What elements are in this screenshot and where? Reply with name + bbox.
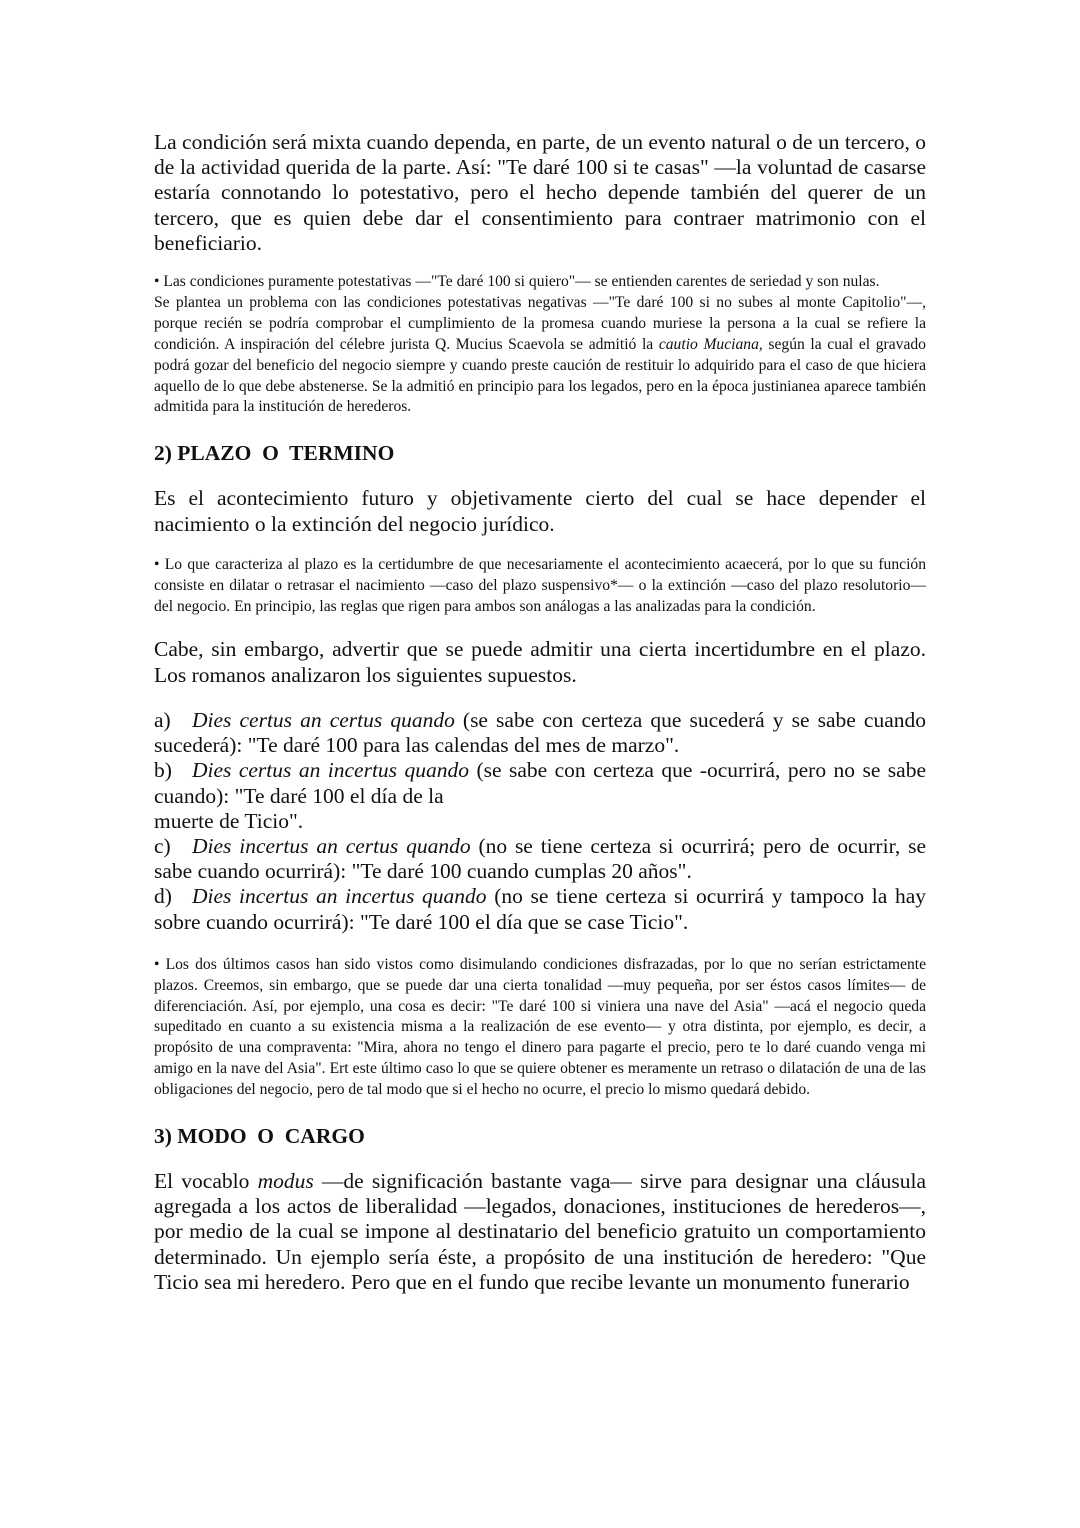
list-label: d): [154, 884, 172, 909]
note-plazo-caracteristicas: • Lo que caracteriza al plazo es la certidumbre de que necesariamente el acontecimiento acaecerá, por lo que su función consiste en dilatar o retrasar el nacimiento —caso del plazo suspensivo*— o la extinción —caso del plazo resolutorio— del negocio. En principio, las reglas que rigen para ambos son análogas a las analizadas para la condición.: [154, 555, 926, 615]
list-item-b: [154, 758, 926, 808]
section-heading-modo: 3) MODO O CARGO: [154, 1124, 365, 1149]
list-label: b): [154, 758, 172, 783]
text-fragment: Se plantea un problema con las condiciones potestativas negativas —"Te daré 100 si no subes al monte Capitolio"—, porque recién se podría comprobar el cumplimiento de la promesa cuando muriese la persona a la cual se refiere la condición. A inspiración del célebre jurista Q. Mucius Scaevola se admitió la: [154, 293, 926, 353]
text-fragment: El vocablo: [154, 1169, 258, 1194]
paragraph-incertidumbre-plazo: Cabe, sin embargo, advertir que se puede admitir una cierta incertidumbre en el plazo. Los romanos analizaron los siguientes supuestos.: [154, 637, 926, 687]
text-fragment: (se sabe con certeza que -ocurrirá, pero no se sabe cuando): "Te daré 100 el día de la: [154, 758, 927, 808]
paragraph-modo-definicion: [154, 1169, 926, 1295]
section-heading-plazo: 2) PLAZO O TERMINO: [154, 441, 395, 466]
italic-term: Dies certus an incertus quando: [192, 758, 469, 783]
document-page: [154, 130, 926, 1295]
text-fragment: —de significación bastante vaga— sirve para designar una cláusula agregada a los actos de liberalidad —legados, donaciones, instituciones de herederos—, por medio de la cual se impone al destinatario del beneficio gratuito un comportamiento determinado. Un ejemplo sería éste, a propósito de una institución de heredero: "Que Ticio sea mi heredero. Pero que en el fundo que recibe levante un monumento funerario: [154, 1169, 927, 1294]
text-fragment: (no se tiene certeza si ocurrirá; pero de ocurrir, se sabe cuando ocurrirá): "Te daré 100 cuando cumplas 20 años".: [154, 833, 926, 884]
paragraph-condicion-mixta: La condición será mixta cuando dependa, en parte, de un evento natural o de un tercero, o de la actividad querida de la parte. Así: "Te daré 100 si te casas" —la voluntad de casarse estaría connotando lo potestativo, pero el hecho depende también del querer de un tercero, que es quien debe dar el consentimiento para contraer matrimonio con el beneficiario.: [154, 130, 926, 255]
italic-term: Dies incertus an incertus quando: [192, 884, 487, 909]
note-condiciones-potestativas: • Las condiciones puramente potestativas —"Te daré 100 si quiero"— se entienden carentes de seriedad y son nulas.: [154, 273, 880, 291]
italic-term-cautio-muciana: cautio Muciana,: [658, 335, 763, 353]
list-label: c): [154, 833, 171, 858]
text-fragment: (se sabe con certeza que sucederá y se sabe cuando sucederá): "Te daré 100 para las calendas del mes de marzo".: [154, 707, 926, 758]
paragraph-plazo-definicion: Es el acontecimiento futuro y objetivamente cierto del cual se hace depender el nacimiento o la extinción del negocio jurídico.: [154, 486, 926, 536]
note-ultimos-casos: • Los dos últimos casos han sido vistos como disimulando condiciones disfrazadas, por lo que no serían estrictamente plazos. Creemos, sin embargo, que se puede dar una cierta tonalidad —muy pequeña, por ser éstos casos límites— de diferenciación. Así, por ejemplo, una cosa es decir: "Te daré 100 si viniera una nave del Asia" —acá el negocio queda supeditado en cuanto a su existencia misma a la realización de ese evento— y otra distinta, por ejemplo, es decir, a propósito de una compraventa: "Mira, ahora no tengo el dinero para pagarte el precio, pero te lo daré cuando venga mi amigo en la nave del Asia". Ert este último caso lo que se quiere obtener es meramente un retraso o dilatación de una de las obligaciones del negocio, pero de tal modo que si el hecho no ocurre, el precio lo mismo quedará debido.: [154, 955, 926, 1099]
italic-term: Dies incertus an certus quando: [192, 833, 471, 858]
paragraph-problema-potestativas-negativas: [154, 293, 926, 418]
italic-term: Dies certus an certus quando: [192, 707, 455, 732]
text-fragment: (no se tiene certeza si ocurrirá y tampoco la hay sobre cuando ocurrirá): "Te daré 100 el día que se case Ticio".: [154, 884, 926, 934]
list-label: a): [154, 707, 171, 732]
italic-term-modus: modus: [257, 1169, 314, 1194]
list-item-a: [154, 708, 926, 758]
list-item-b-continuation: muerte de Ticio".: [154, 808, 304, 833]
list-item-c: [154, 834, 926, 884]
text-fragment: según la cual el gravado podrá gozar del beneficio del negocio siempre y cuando preste caución de restituir lo adquirido para el caso de que hiciera aquello de lo que debe abstenerse. Se la admitió en principio para los legados, pero en la época justinianea aparece también admitida para la institución de herederos.: [154, 335, 926, 416]
list-item-d: [154, 884, 926, 934]
